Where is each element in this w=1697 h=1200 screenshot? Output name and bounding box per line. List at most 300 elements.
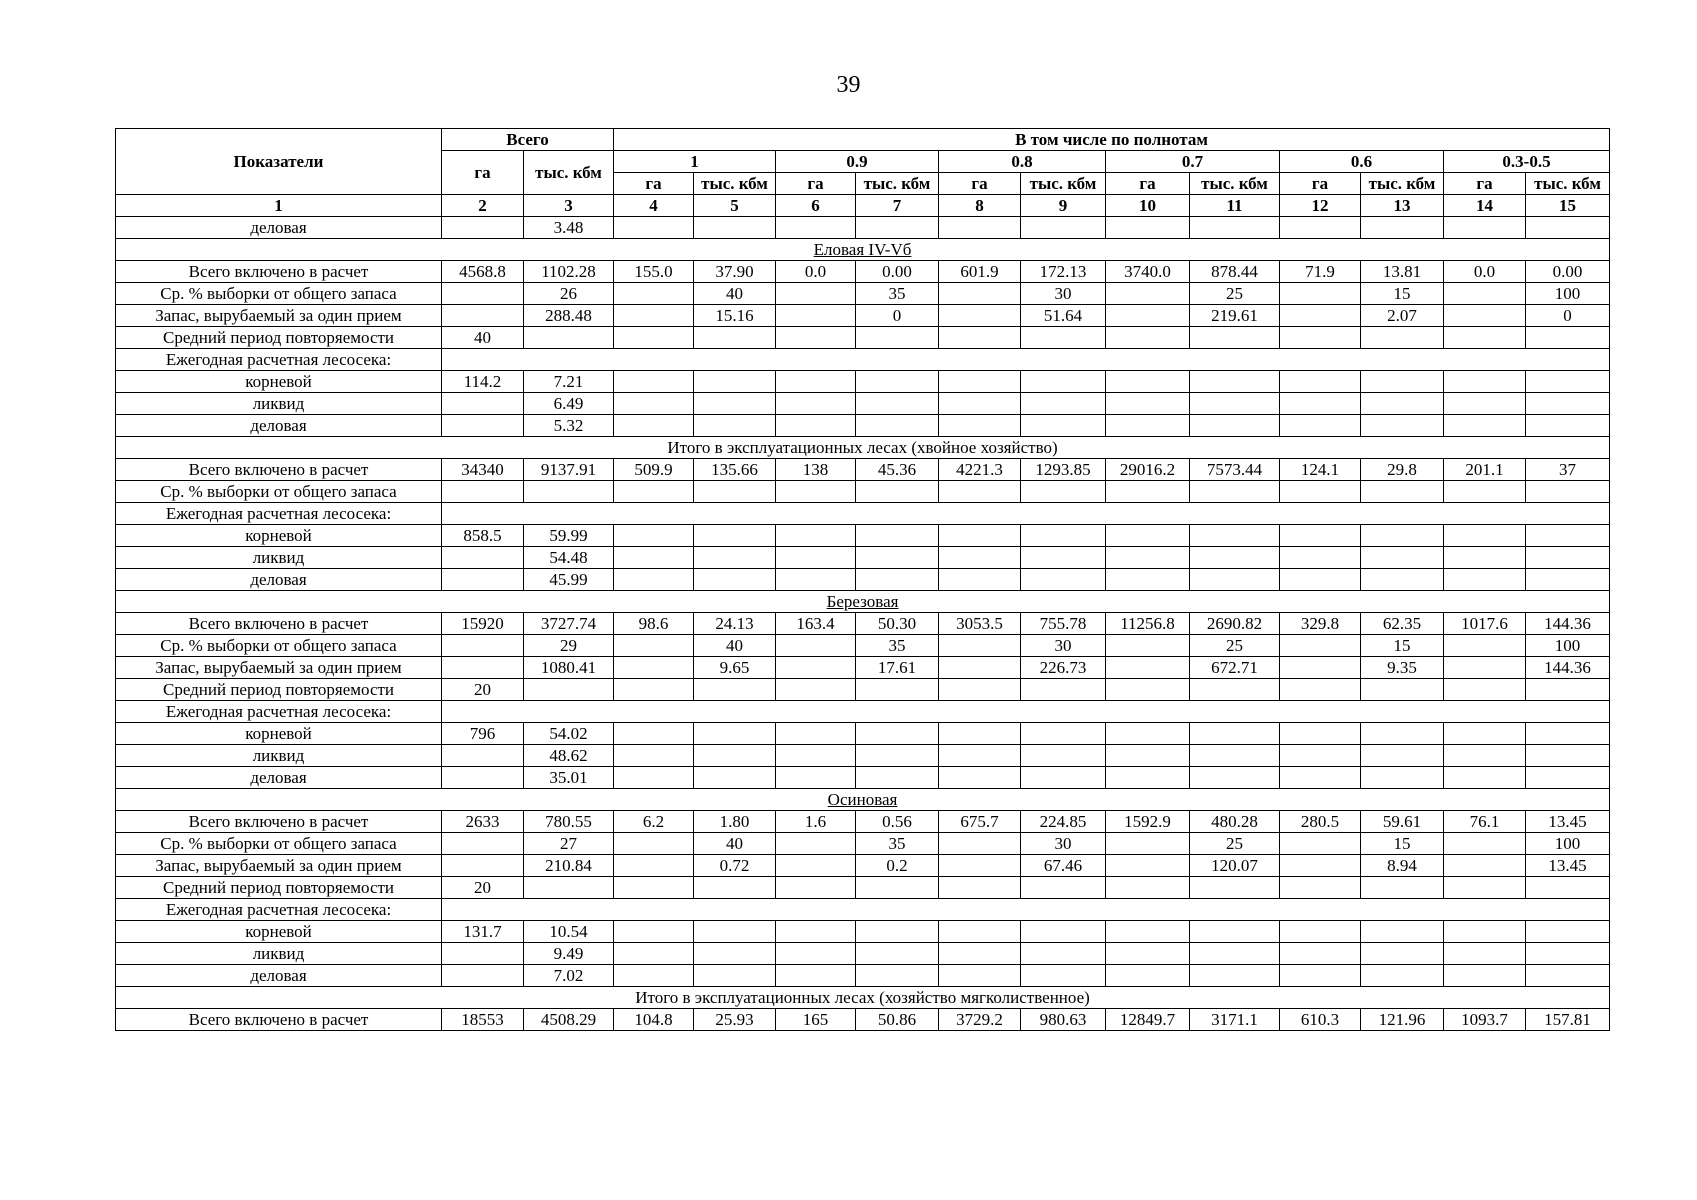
table-row [116,833,1610,855]
table-cell [1106,217,1190,239]
column-number: 4 [614,195,694,217]
table-cell: 20 [442,877,524,899]
table-row [116,723,1610,745]
table-cell: 0.00 [856,261,939,283]
table-cell [524,481,614,503]
header-density: 0.3-0.5 [1444,151,1610,173]
table-cell [776,855,856,877]
table-cell [856,481,939,503]
table-cell [1526,415,1610,437]
table-cell: 0.0 [1444,261,1526,283]
table-cell [1526,547,1610,569]
table-cell: 0.00 [1526,261,1610,283]
table-cell: 29 [524,635,614,657]
table-cell [1106,371,1190,393]
table-cell [856,943,939,965]
table-cell [1190,327,1280,349]
row-label: деловая [116,217,442,239]
row-label: ликвид [116,943,442,965]
table-cell [614,305,694,327]
table-cell [776,635,856,657]
section-title: Итого в эксплуатационных лесах (хвойное хозяйство) [116,437,1610,459]
table-row [116,371,1610,393]
table-cell [442,305,524,327]
table-cell [939,877,1021,899]
header-unit-ha: га [1444,173,1526,195]
header-total: Всего [442,129,614,151]
table-cell [614,855,694,877]
table-cell: 12849.7 [1106,1009,1190,1031]
table-cell: 13.45 [1526,855,1610,877]
table-cell [614,569,694,591]
table-cell: 29.8 [1361,459,1444,481]
table-cell: 35 [856,283,939,305]
table-cell [694,371,776,393]
table-cell [614,547,694,569]
table-cell [1444,481,1526,503]
table-cell [1361,327,1444,349]
table-cell: 6.2 [614,811,694,833]
row-label: ликвид [116,745,442,767]
table-cell [1444,415,1526,437]
table-cell [442,283,524,305]
table-cell [939,855,1021,877]
table-cell: 2690.82 [1190,613,1280,635]
table-cell: 8.94 [1361,855,1444,877]
table-cell [1021,415,1106,437]
table-cell [614,415,694,437]
table-cell [614,525,694,547]
row-label: Ср. % выборки от общего запаса [116,283,442,305]
table-cell [1106,283,1190,305]
table-cell: 100 [1526,833,1610,855]
table-cell [1444,723,1526,745]
table-cell [1190,965,1280,987]
table-cell [939,679,1021,701]
row-label: Запас, вырубаемый за один прием [116,305,442,327]
table-cell [1190,767,1280,789]
row-label: деловая [116,965,442,987]
section-row [116,789,1610,811]
row-label: Ср. % выборки от общего запаса [116,481,442,503]
table-cell [442,745,524,767]
table-cell [1021,327,1106,349]
column-number: 14 [1444,195,1526,217]
section-title: Березовая [116,591,1610,613]
table-cell [1190,877,1280,899]
table-cell [614,393,694,415]
table-cell: 40 [442,327,524,349]
table-cell [442,855,524,877]
table-cell [1280,569,1361,591]
table-cell: 226.73 [1021,657,1106,679]
column-number: 13 [1361,195,1444,217]
table-cell: 30 [1021,635,1106,657]
table-cell: 144.36 [1526,657,1610,679]
table-cell [1526,371,1610,393]
table-cell [776,525,856,547]
table-cell [939,635,1021,657]
table-cell [1280,481,1361,503]
table-cell [1106,921,1190,943]
page-number: 39 [836,72,861,98]
header-unit-ha: га [614,173,694,195]
table-cell [856,525,939,547]
table-cell [694,217,776,239]
row-label: корневой [116,921,442,943]
table-cell: 29016.2 [1106,459,1190,481]
table-cell [776,921,856,943]
table-row [116,613,1610,635]
table-cell [1190,921,1280,943]
table-cell [1526,767,1610,789]
column-number: 10 [1106,195,1190,217]
row-label: корневой [116,371,442,393]
table-row [116,393,1610,415]
table-cell: 288.48 [524,305,614,327]
table-cell [1021,943,1106,965]
label-row [116,701,1610,723]
header-unit-ha: га [939,173,1021,195]
table-cell [694,921,776,943]
table-cell: 1.80 [694,811,776,833]
table-cell [1280,877,1361,899]
table-cell: 98.6 [614,613,694,635]
table-cell [856,877,939,899]
table-row [116,767,1610,789]
table-cell: 878.44 [1190,261,1280,283]
table-cell [939,305,1021,327]
table-cell: 25.93 [694,1009,776,1031]
table-cell: 67.46 [1021,855,1106,877]
table-cell [856,327,939,349]
table-cell: 124.1 [1280,459,1361,481]
table-cell [939,657,1021,679]
table-cell: 1080.41 [524,657,614,679]
table-cell: 3727.74 [524,613,614,635]
table-cell [939,371,1021,393]
table-cell [1444,921,1526,943]
table-cell [1361,569,1444,591]
row-label: Ежегодная расчетная лесосека: [116,701,442,723]
table-cell [776,547,856,569]
table-cell [1526,745,1610,767]
table-cell [856,217,939,239]
table-cell: 120.07 [1190,855,1280,877]
table-cell [1190,679,1280,701]
table-cell [1361,745,1444,767]
table-cell [1021,217,1106,239]
table-cell: 15 [1361,833,1444,855]
table-cell: 54.02 [524,723,614,745]
column-number: 1 [116,195,442,217]
table-cell: 62.35 [1361,613,1444,635]
table-cell: 1102.28 [524,261,614,283]
table-cell [1361,393,1444,415]
table-cell [1526,217,1610,239]
table-cell: 18553 [442,1009,524,1031]
table-cell: 20 [442,679,524,701]
table-cell [1021,877,1106,899]
section-title: Итого в эксплуатационных лесах (хозяйство мягколиственное) [116,987,1610,1009]
table-cell [614,921,694,943]
table-cell: 9137.91 [524,459,614,481]
row-label: Средний период повторяемости [116,679,442,701]
table-cell [1361,415,1444,437]
header-unit-vol: тыс. кбм [1190,173,1280,195]
table-row [116,327,1610,349]
table-cell [694,767,776,789]
table-cell [776,305,856,327]
table-cell: 601.9 [939,261,1021,283]
table-cell [614,723,694,745]
column-number: 3 [524,195,614,217]
table-cell [939,569,1021,591]
header-unit-vol: тыс. кбм [856,173,939,195]
section-title: Еловая IV-Vб [116,239,1610,261]
header-indicators: Показатели [116,129,442,195]
table-cell [1361,481,1444,503]
table-cell: 219.61 [1190,305,1280,327]
table-cell [1361,723,1444,745]
table-cell [614,767,694,789]
table-cell [1190,415,1280,437]
table-cell: 2.07 [1361,305,1444,327]
table-cell [939,481,1021,503]
table-cell: 104.8 [614,1009,694,1031]
table-cell: 4508.29 [524,1009,614,1031]
table-cell [614,217,694,239]
table-cell [776,481,856,503]
header-density: 0.6 [1280,151,1444,173]
table-row [116,459,1610,481]
column-number: 5 [694,195,776,217]
table-cell: 3729.2 [939,1009,1021,1031]
table-cell: 13.45 [1526,811,1610,833]
table-cell: 34340 [442,459,524,481]
empty-span-cell [442,899,1610,921]
table-cell: 15 [1361,283,1444,305]
row-label: Всего включено в расчет [116,1009,442,1031]
table-cell: 7.21 [524,371,614,393]
table-cell: 7.02 [524,965,614,987]
table-cell: 30 [1021,833,1106,855]
row-label: Всего включено в расчет [116,261,442,283]
table-cell [1361,217,1444,239]
table-cell [939,547,1021,569]
table-row [116,635,1610,657]
table-cell [1280,833,1361,855]
table-cell [856,547,939,569]
table-cell [939,217,1021,239]
table-cell [1021,525,1106,547]
table-cell [1190,393,1280,415]
table-cell: 280.5 [1280,811,1361,833]
table-cell [1021,547,1106,569]
table-cell [1361,767,1444,789]
table-cell: 40 [694,635,776,657]
table-cell [1526,569,1610,591]
table-cell [1021,481,1106,503]
header-unit-vol: тыс. кбм [1361,173,1444,195]
table-row [116,481,1610,503]
table-cell [1444,877,1526,899]
table-cell [614,327,694,349]
table-cell: 135.66 [694,459,776,481]
table-cell: 35 [856,635,939,657]
table-cell [1526,943,1610,965]
row-label: ликвид [116,547,442,569]
table-cell [524,679,614,701]
table-cell: 9.35 [1361,657,1444,679]
table-cell: 329.8 [1280,613,1361,635]
header-unit-ha: га [1106,173,1190,195]
table-cell [694,569,776,591]
empty-span-cell [442,701,1610,723]
table-cell [694,943,776,965]
table-cell [1444,943,1526,965]
table-cell: 144.36 [1526,613,1610,635]
table-cell: 50.30 [856,613,939,635]
table-cell [856,371,939,393]
table-cell [776,833,856,855]
table-cell [1106,723,1190,745]
table-cell: 6.49 [524,393,614,415]
table-cell: 675.7 [939,811,1021,833]
table-cell [1444,767,1526,789]
table-cell [442,965,524,987]
table-row [116,305,1610,327]
table-cell [1021,965,1106,987]
table-row [116,657,1610,679]
table-cell [1444,657,1526,679]
header-density: 1 [614,151,776,173]
table-cell [939,525,1021,547]
table-cell [1280,371,1361,393]
table-cell [856,393,939,415]
table-row [116,569,1610,591]
table-cell [1444,833,1526,855]
table-cell [1280,855,1361,877]
table-cell [856,921,939,943]
table-cell: 3171.1 [1190,1009,1280,1031]
table-cell [694,723,776,745]
table-cell: 1293.85 [1021,459,1106,481]
column-number: 9 [1021,195,1106,217]
row-label: деловая [116,767,442,789]
table-cell [614,965,694,987]
table-cell: 54.48 [524,547,614,569]
table-cell [1526,481,1610,503]
table-cell [442,393,524,415]
table-cell [1021,767,1106,789]
table-cell [939,283,1021,305]
table-cell [694,877,776,899]
table-cell [1190,371,1280,393]
table-cell [1444,569,1526,591]
label-row [116,503,1610,525]
table-cell [1526,679,1610,701]
table-cell [776,283,856,305]
table-cell [442,217,524,239]
table-cell [1106,415,1190,437]
row-label: деловая [116,569,442,591]
table-cell: 157.81 [1526,1009,1610,1031]
table-cell [939,327,1021,349]
table-cell: 17.61 [856,657,939,679]
table-cell: 165 [776,1009,856,1031]
table-cell: 15920 [442,613,524,635]
table-cell [1021,393,1106,415]
table-cell [1280,217,1361,239]
table-cell: 10.54 [524,921,614,943]
table-cell [1190,217,1280,239]
table-cell [1280,965,1361,987]
table-cell: 30 [1021,283,1106,305]
table-cell [442,833,524,855]
table-cell: 155.0 [614,261,694,283]
table-cell: 0.56 [856,811,939,833]
table-cell [614,481,694,503]
table-cell [694,415,776,437]
table-cell: 980.63 [1021,1009,1106,1031]
table-cell [1280,327,1361,349]
table-cell [1021,921,1106,943]
header-density: 0.9 [776,151,939,173]
table-cell [776,767,856,789]
table-cell [1190,481,1280,503]
table-cell [1190,943,1280,965]
table-cell: 210.84 [524,855,614,877]
table-row [116,525,1610,547]
table-cell: 138 [776,459,856,481]
table-row [116,855,1610,877]
table-cell [1361,525,1444,547]
table-cell [856,965,939,987]
header-unit-ha: га [1280,173,1361,195]
row-label: Запас, вырубаемый за один прием [116,657,442,679]
table-cell: 71.9 [1280,261,1361,283]
table-cell: 0.2 [856,855,939,877]
table-row [116,921,1610,943]
header-density: 0.7 [1106,151,1280,173]
table-cell: 11256.8 [1106,613,1190,635]
column-number: 15 [1526,195,1610,217]
table-cell [776,371,856,393]
table-cell [939,723,1021,745]
table-cell: 9.65 [694,657,776,679]
table-cell [1106,393,1190,415]
row-label: Ежегодная расчетная лесосека: [116,349,442,371]
table-cell [1361,943,1444,965]
section-row [116,987,1610,1009]
table-cell: 172.13 [1021,261,1106,283]
row-label: Всего включено в расчет [116,613,442,635]
table-cell [776,877,856,899]
table-cell [1280,283,1361,305]
table-cell [1526,723,1610,745]
table-cell [614,877,694,899]
table-cell: 121.96 [1361,1009,1444,1031]
table-cell [614,371,694,393]
table-cell: 858.5 [442,525,524,547]
table-cell [1280,745,1361,767]
table-cell: 35 [856,833,939,855]
table-cell: 1093.7 [1444,1009,1526,1031]
forest-table [115,128,1610,1031]
table-cell: 15.16 [694,305,776,327]
table-cell: 0.72 [694,855,776,877]
